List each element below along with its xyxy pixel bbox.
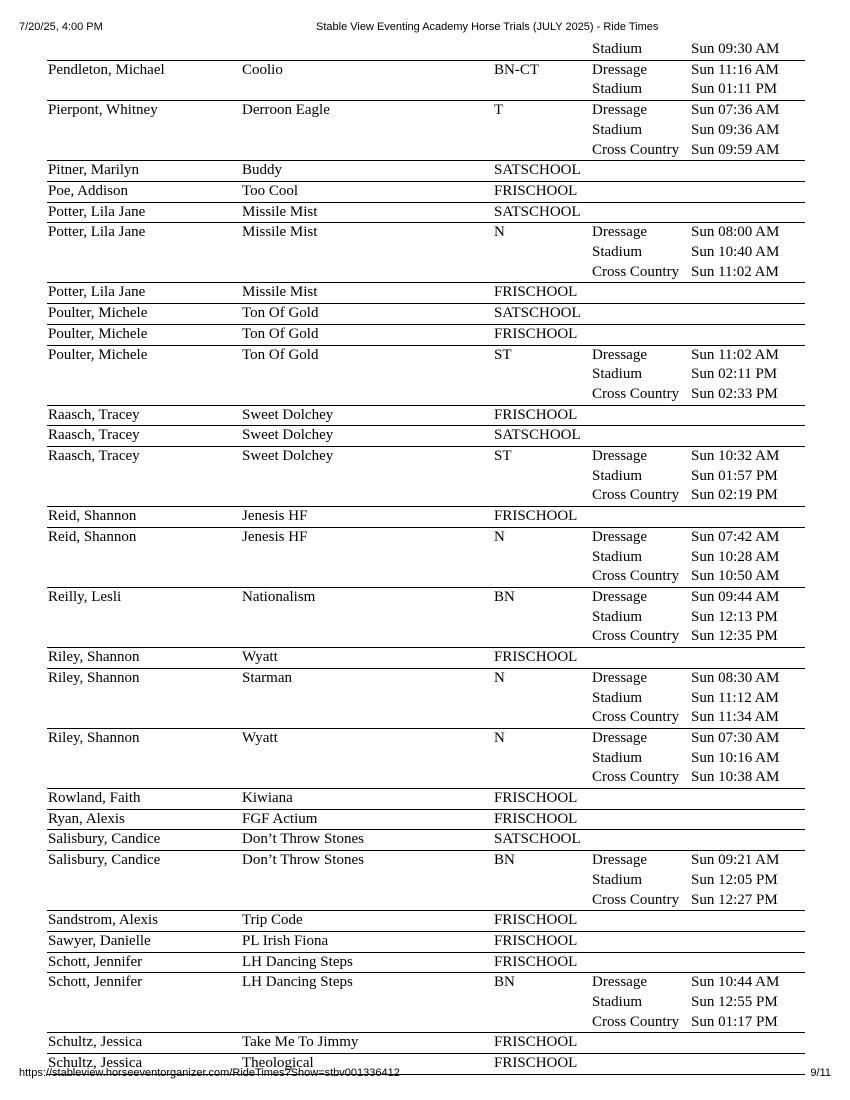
table-row [47,953,805,974]
phase-time: Sun 09:59 AM [691,141,780,158]
division-code: FRISCHOOL [494,182,578,199]
horse-name: Sweet Dolchey [242,406,334,423]
phase-entry [592,121,805,141]
phase-name: Cross Country [592,487,680,504]
division-code: FRISCHOOL [494,1034,578,1051]
horse-name: Sweet Dolchey [242,448,334,465]
phase-time: Sun 02:11 PM [691,366,778,383]
phase-name: Dressage [592,346,647,363]
phase-entry [592,588,805,608]
horse-name: Derroon Eagle [242,102,330,119]
division-code: T [494,102,504,119]
phase-name: Stadium [592,994,643,1011]
division-code: FRISCHOOL [494,1055,578,1072]
rider-name: Raasch, Tracey [48,406,140,423]
phase-time: Sun 07:36 AM [691,102,780,119]
phase-entry [592,486,805,506]
phase-name: Stadium [592,121,643,138]
phase-entry [592,608,805,628]
rider-name: Sawyer, Danielle [48,932,151,949]
horse-name: Missile Mist [242,284,318,301]
phase-time: Sun 12:27 PM [691,891,778,908]
phase-name: Dressage [592,669,647,686]
rider-name: Salisbury, Candice [48,831,161,848]
rider-name: Pitner, Marilyn [48,162,140,179]
phase-name: Cross Country [592,891,680,908]
table-row [47,911,805,932]
phase-time: Sun 10:38 AM [691,769,780,786]
page-title: Stable View Eventing Academy Horse Trials (JULY 2025) - Ride Times [316,21,659,33]
phase-entry [592,61,805,81]
rider-name: Riley, Shannon [48,729,140,746]
table-row [47,346,805,406]
phase-name: Dressage [592,528,647,545]
phase-name: Cross Country [592,709,680,726]
phase-list [592,346,805,405]
table-row [47,182,805,203]
phase-name: Cross Country [592,263,680,280]
horse-name: FGF Actium [242,810,318,827]
division-code [494,40,592,60]
phase-time: Sun 09:44 AM [691,588,780,605]
division-code: FRISCHOOL [494,912,578,929]
phase-list [592,648,805,668]
phase-entry [592,101,805,121]
division-code: N [494,224,505,241]
table-row [47,304,805,325]
phase-name: Stadium [592,244,643,261]
phase-entry [592,669,805,689]
phase-list [592,507,805,527]
phase-list [592,729,805,788]
phase-list [592,1054,805,1074]
phase-time: Sun 12:13 PM [691,608,778,625]
phase-list [592,325,805,345]
phase-entry [592,548,805,568]
table-row [47,223,805,283]
phase-time: Sun 10:32 AM [691,448,780,465]
rider-name: Schultz, Jessica [48,1034,143,1051]
division-code: SATSCHOOL [494,203,581,220]
table-row [47,789,805,810]
table-row [47,40,805,61]
division-code: FRISCHOOL [494,790,578,807]
division-code: FRISCHOOL [494,810,578,827]
phase-list [592,973,805,1032]
phase-name: Stadium [592,548,643,565]
phase-entry [592,891,805,911]
horse-name: Wyatt [242,729,278,746]
phase-name: Stadium [592,871,643,888]
phase-time: Sun 12:35 PM [691,628,778,645]
phase-entry [592,567,805,587]
table-row [47,325,805,346]
rider-name [47,40,242,60]
phase-time: Sun 10:44 AM [691,974,780,991]
rider-name: Potter, Lila Jane [48,203,146,220]
phase-time: Sun 10:28 AM [691,548,780,565]
phase-list [592,101,805,160]
phase-time: Sun 01:11 PM [691,81,778,98]
phase-name: Cross Country [592,568,680,585]
division-code: BN [494,588,515,605]
table-row [47,61,805,101]
ride-times-table [47,40,805,1075]
table-row [47,648,805,669]
rider-name: Salisbury, Candice [48,852,161,869]
rider-name: Potter, Lila Jane [48,224,146,241]
rider-name: Riley, Shannon [48,649,140,666]
table-row [47,406,805,427]
phase-entry [592,749,805,769]
phase-list [592,669,805,728]
phase-name: Cross Country [592,141,680,158]
phase-name: Dressage [592,102,647,119]
phase-entry [592,528,805,548]
phase-name: Stadium [592,689,643,706]
phase-time: Sun 09:21 AM [691,852,780,869]
phase-entry [592,708,805,728]
phase-name: Dressage [592,588,647,605]
phase-time: Sun 09:30 AM [691,41,780,57]
phase-list [592,830,805,850]
division-code: FRISCHOOL [494,508,578,525]
table-row [47,426,805,447]
rider-name: Schultz, Jessica [48,1055,143,1072]
phase-entry [592,729,805,749]
horse-name: Don’t Throw Stones [242,852,364,869]
phase-name: Cross Country [592,1013,680,1030]
table-row [47,447,805,507]
phase-list [592,953,805,973]
division-code: SATSCHOOL [494,831,581,848]
division-code: ST [494,346,512,363]
rider-name: Schott, Jennifer [48,953,143,970]
phase-entry [592,871,805,891]
table-row [47,830,805,851]
table-row [47,101,805,161]
horse-name: Buddy [242,162,283,179]
division-code: FRISCHOOL [494,932,578,949]
phase-list [592,203,805,223]
phase-name: Dressage [592,852,647,869]
division-code: BN [494,974,515,991]
phase-entry [592,80,805,100]
phase-time: Sun 07:42 AM [691,528,780,545]
phase-name: Stadium [592,608,643,625]
phase-time: Sun 11:12 AM [691,689,779,706]
phase-time: Sun 12:05 PM [691,871,778,888]
table-row [47,1033,805,1054]
phase-entry [592,689,805,709]
horse-name: Sweet Dolchey [242,427,334,444]
table-row [47,851,805,911]
rider-name: Poulter, Michele [48,346,148,363]
division-code: BN-CT [494,61,539,78]
rider-name: Pierpont, Whitney [48,102,158,119]
phase-time: Sun 11:16 AM [691,61,779,78]
phase-name: Dressage [592,974,647,991]
table-row [47,932,805,953]
phase-entry [592,851,805,871]
division-code: BN [494,852,515,869]
phase-entry [592,385,805,405]
table-row [47,203,805,224]
horse-name: Trip Code [242,912,303,929]
phase-entry [592,346,805,366]
phase-entry [592,40,805,60]
horse-name: Take Me To Jimmy [242,1034,359,1051]
page-url: https://stableview.horseeventorganizer.com/RideTimes?Show=stbv001336412 [19,1067,400,1079]
phase-entry [592,467,805,487]
table-row [47,810,805,831]
horse-name: Starman [242,669,292,686]
phase-entry [592,223,805,243]
phase-list [592,161,805,181]
phase-time: Sun 11:02 AM [691,263,779,280]
rider-name: Poe, Addison [48,182,129,199]
horse-name: Theological [242,1055,314,1072]
rider-name: Schott, Jennifer [48,974,143,991]
horse-name: LH Dancing Steps [242,953,353,970]
phase-time: Sun 10:40 AM [691,244,780,261]
page-number: 9/11 [810,1067,831,1079]
horse-name: Wyatt [242,649,278,666]
phase-list [592,932,805,952]
phase-name: Dressage [592,729,647,746]
horse-name: LH Dancing Steps [242,974,353,991]
horse-name: Ton Of Gold [242,346,319,363]
phase-list [592,304,805,324]
phase-time: Sun 01:57 PM [691,467,778,484]
table-row [47,507,805,528]
division-code: N [494,528,505,545]
phase-name: Dressage [592,61,647,78]
phase-name: Stadium [592,366,643,383]
rider-name: Raasch, Tracey [48,427,140,444]
phase-name: Stadium [592,41,643,57]
phase-entry [592,768,805,788]
rider-name: Rowland, Faith [48,790,141,807]
phase-time: Sun 10:50 AM [691,568,780,585]
phase-list [592,447,805,506]
rider-name: Riley, Shannon [48,669,140,686]
rider-name: Reid, Shannon [48,508,137,525]
division-code: FRISCHOOL [494,284,578,301]
division-code: ST [494,448,512,465]
horse-name: Missile Mist [242,203,318,220]
phase-name: Stadium [592,81,643,98]
phase-name: Stadium [592,749,643,766]
division-code: FRISCHOOL [494,953,578,970]
rider-name: Reilly, Lesli [48,588,122,605]
phase-name: Dressage [592,224,647,241]
phase-entry [592,973,805,993]
phase-list [592,406,805,426]
phase-entry [592,993,805,1013]
phase-list [592,911,805,931]
rider-name: Pendleton, Michael [48,61,165,78]
rider-name: Poulter, Michele [48,305,148,322]
table-row [47,161,805,182]
division-code: N [494,729,505,746]
phase-time: Sun 02:19 PM [691,487,778,504]
horse-name: Jenesis HF [242,528,308,545]
phase-time: Sun 11:02 AM [691,346,779,363]
horse-name: Nationalism [242,588,316,605]
table-row [47,283,805,304]
phase-name: Cross Country [592,769,680,786]
division-code: SATSCHOOL [494,305,581,322]
division-code: FRISCHOOL [494,406,578,423]
phase-list [592,1033,805,1053]
rider-name: Reid, Shannon [48,528,137,545]
rider-name: Ryan, Alexis [48,810,125,827]
rider-name: Potter, Lila Jane [48,284,146,301]
phase-list [592,283,805,303]
horse-name: Ton Of Gold [242,325,319,342]
table-row [47,669,805,729]
phase-time: Sun 01:17 PM [691,1013,778,1030]
table-row [47,528,805,588]
phase-time: Sun 08:00 AM [691,224,780,241]
horse-name: Coolio [242,61,283,78]
phase-entry [592,263,805,283]
phase-name: Stadium [592,467,643,484]
table-row [47,588,805,648]
phase-time: Sun 07:30 AM [691,729,780,746]
division-code: N [494,669,505,686]
phase-entry [592,365,805,385]
horse-name: Ton Of Gold [242,305,319,322]
horse-name: Missile Mist [242,224,318,241]
division-code: FRISCHOOL [494,649,578,666]
phase-entry [592,1013,805,1033]
phase-list [592,810,805,830]
phase-list [592,789,805,809]
horse-name: Jenesis HF [242,508,308,525]
phase-time: Sun 02:33 PM [691,385,778,402]
rider-name: Raasch, Tracey [48,448,140,465]
phase-list [592,851,805,910]
phase-entry [592,447,805,467]
division-code: FRISCHOOL [494,325,578,342]
phase-name: Cross Country [592,385,680,402]
phase-name: Cross Country [592,628,680,645]
phase-entry [592,243,805,263]
division-code: SATSCHOOL [494,162,581,179]
horse-name: Don’t Throw Stones [242,831,364,848]
phase-entry [592,627,805,647]
table-row [47,973,805,1033]
phase-list [592,223,805,282]
rider-name: Sandstrom, Alexis [48,912,159,929]
horse-name [242,40,494,60]
phase-list [592,426,805,446]
print-datetime: 7/20/25, 4:00 PM [19,21,103,33]
phase-list [592,528,805,587]
horse-name: Kiwiana [242,790,293,807]
phase-time: Sun 09:36 AM [691,121,780,138]
division-code: SATSCHOOL [494,427,581,444]
phase-time: Sun 12:55 PM [691,994,778,1011]
phase-time: Sun 11:34 AM [691,709,779,726]
phase-time: Sun 08:30 AM [691,669,780,686]
phase-list [592,588,805,647]
rider-name: Poulter, Michele [48,325,148,342]
phase-entry [592,141,805,161]
phase-list [592,182,805,202]
horse-name: Too Cool [242,182,299,199]
horse-name: PL Irish Fiona [242,932,329,949]
phase-list [592,40,805,60]
phase-list [592,61,805,100]
phase-time: Sun 10:16 AM [691,749,780,766]
table-row [47,729,805,789]
phase-name: Dressage [592,448,647,465]
